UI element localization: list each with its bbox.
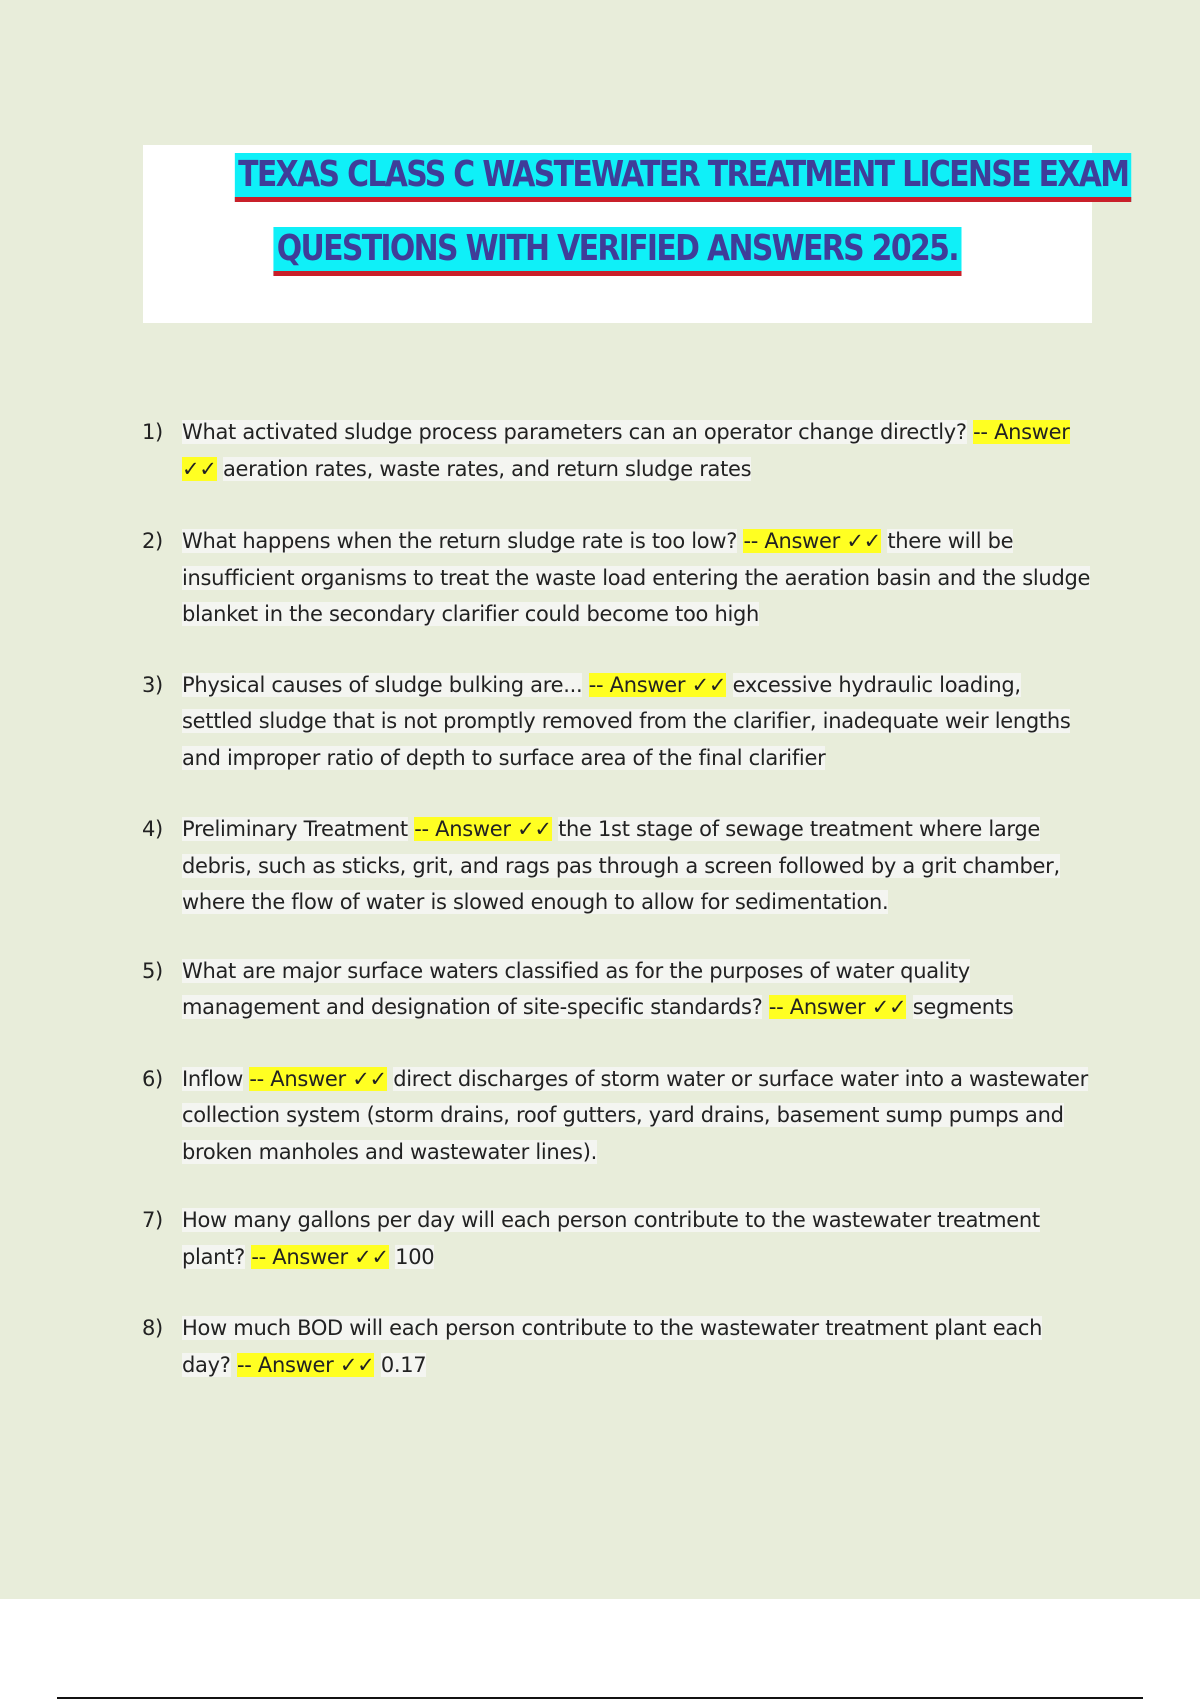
answer-marker: -- Answer ✓✓ [768,995,907,1019]
answer-text: the 1st stage of sewage treatment where large debris, such as sticks, grit, and rags pas through a screen followed by a grit chamber, where the flow of water is slowed enough to allow for sedimentation. [182,817,1060,914]
answer-marker: -- Answer ✓✓ [414,817,552,841]
document-title-line-2: QUESTIONS WITH VERIFIED ANSWERS 2025. [274,227,962,276]
document-title-line-1: TEXAS CLASS C WASTEWATER TREATMENT LICENSE EXAM [235,153,1132,202]
question-list [142,414,1092,1383]
answer-marker: -- Answer ✓✓ [588,672,727,697]
answer-text: direct discharges of storm water or surface water into a wastewater collection system (storm drains, roof gutters, yard drains, basement sump pumps and broken manholes and wastewater lines). [182,1066,1088,1164]
answer-text: aeration rates, waste rates, and return sludge rates [222,456,752,481]
question-number: 8) [142,1316,163,1340]
question-item-5 [142,953,1092,1026]
question-item-3 [142,667,1092,777]
question-text: What are major surface waters classified as for the purposes of water quality management and designation of site-specific standards? [182,958,970,1019]
question-text: What happens when the return sludge rate is too low? [182,529,738,553]
title-line-1 [143,153,1129,202]
answer-marker: -- Answer ✓✓ [236,1352,375,1377]
question-item-8 [142,1310,1092,1383]
question-item-1 [142,414,1092,487]
question-text: Preliminary Treatment [182,817,408,841]
question-number: 4) [142,817,163,841]
question-text: Physical causes of sludge bulking are... [182,672,583,697]
answer-text: 100 [395,1244,435,1269]
question-text: How many gallons per day will each person contribute to the wastewater treatment plant? [182,1208,1040,1269]
question-item-6 [142,1061,1092,1171]
footer-rule [57,1697,1143,1699]
question-text: What activated sludge process parameters can an operator change directly? [182,420,967,444]
answer-text: 0.17 [380,1352,427,1377]
answer-marker: -- Answer ✓✓ [182,420,1070,481]
question-number: 2) [142,529,163,553]
question-item-4 [142,811,1092,921]
title-line-2 [143,227,1092,276]
question-number: 1) [142,420,163,444]
answer-marker: -- Answer ✓✓ [249,1066,387,1091]
question-item-2 [142,523,1092,633]
title-box [143,145,1129,323]
answer-text: segments [912,995,1014,1019]
question-number: 3) [142,672,163,697]
question-item-7 [142,1202,1092,1275]
question-text: How much BOD will each person contribute to the wastewater treatment plant each day? [182,1316,1043,1377]
answer-marker: -- Answer ✓✓ [743,529,881,553]
question-number: 7) [142,1208,163,1232]
question-number: 6) [142,1066,163,1091]
answer-text: excessive hydraulic loading, settled sludge that is not promptly removed from the clarifier, inadequate weir lengths and improper ratio of depth to surface area of the final clarifier [182,672,1071,770]
question-text: Inflow [182,1066,243,1091]
answer-text: there will be insufficient organisms to treat the waste load entering the aeration basin and the sludge blanket in the secondary clarifier could become too high [182,529,1091,626]
question-number: 5) [142,958,163,983]
answer-marker: -- Answer ✓✓ [251,1244,389,1269]
